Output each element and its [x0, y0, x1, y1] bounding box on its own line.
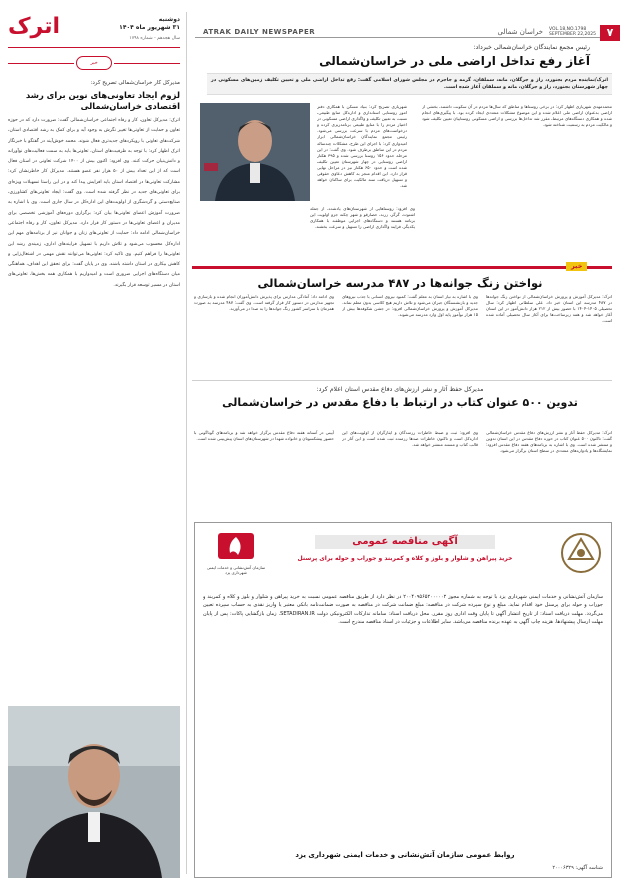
article3-body-right: اترک: مدیرکل حفظ آثار و نشر ارزش‌های دفاع مقدس خراسان‌شمالی گفت: تاکنون ۵۰۰ عنوان کتاب در حوزه دفاع مقدس در این استان تدوین و منتشر شده است. وی با اشاره به برنامه‌های هفته دفاع مقدس افزود: نمایشگاه‌ها و یادواره‌های متعددی در سطح استان برگزار می‌شود.	[486, 430, 612, 454]
section-name: خراسان شمالی	[497, 28, 544, 36]
ad-org-left: سازمان آتش‌نشانی و خدمات ایمنی شهرداری یزد	[206, 565, 266, 575]
ad-title: آگهی مناقصه عمومی	[315, 535, 495, 549]
ad-body: سازمان آتش‌نشانی و خدمات ایمنی شهرداری یزد با توجه به شماره مجوز ۲۰۰۴۰۹۵۶۵۲۰۰۰۰۰۲ در نظر دارد از طریق مناقصه عمومی نسبت به خرید پیراهن و شلوار و بلوز و کلاه و کمربند و جوراب و حوله برای پرسنل خود اقدام نماید. مبلغ و نوع سپرده شرکت در مناقصه: مبلغ ضمانت شرکت در مناقصه به صورت ضمانت‌نامه بانکی معتبر یا واریز نقدی به حساب سپرده تعیین می‌گردد. مهلت دریافت اسناد: از تاریخ انتشار آگهی تا پایان وقت اداری روز مقرر. محل دریافت اسناد: سامانه تدارکات الکترونیکی دولت SETADIRAN.IR. زمان بازگشایی پاکات: پس از پایان مهلت ارسال پیشنهادها. هزینه چاپ آگهی به عهده برنده مناقصه می‌باشد. سایر اطلاعات و جزئیات در اسناد مناقصه مندرج است.	[203, 594, 603, 625]
fire-department-logo-icon	[216, 531, 256, 561]
column-divider	[186, 12, 187, 874]
leftcol-headline: لزوم ایجاد تعاونی‌های نوین برای رشد اقتصادی خراسان‌شمالی	[25, 90, 180, 111]
leftcol-kicker: مدیرکل کار خراسان‌شمالی تصریح کرد:	[90, 80, 180, 86]
leftcol-badge: خبر	[76, 56, 112, 70]
article2-headline: نواختن زنگ جوانه‌ها در ۴۸۷ مدرسه خراسان‌شمالی	[257, 276, 543, 290]
article1-lead	[207, 73, 612, 95]
article3-body-left: آیینی در آستانه هفته دفاع مقدس برگزار خواهد شد و برنامه‌های گوناگونی با حضور پیشکسوتان و خانواده شهدا در شهرستان‌های استان پیش‌بینی شده است.	[194, 430, 334, 442]
section-bar	[192, 266, 612, 269]
date-line: دوشنبه ۳۱ شهریور ماه ۱۴۰۴	[119, 16, 180, 31]
leftcol-rule-2	[114, 63, 180, 64]
article2-body-right: اترک: مدیرکل آموزش و پرورش خراسان‌شمالی از نواختن زنگ جوانه‌ها در ۴۸۷ مدرسه این استان خبر داد. علی سلطانی اظهار کرد: سال تحصیلی ۱۴۰۵-۱۴۰۴ با حضور بیش از ۲۱۲ هزار دانش‌آموز در این استان آغاز خواهد شد و همه زیرساخت‌ها برای آغاز سال تحصیلی آماده شده است.	[486, 294, 612, 324]
issue-line: سال هجدهم - شماره ۱۷۹۸	[129, 36, 180, 41]
leftcol-body: اترک: مدیرکل تعاون، کار و رفاه اجتماعی خراسان‌شمالی گفت: ضرورت دارد که در حوزه تعاون و حمایت از تعاونی‌ها تغییر نگرش به وجود آید و برای کمک به رشد اقتصادی استان، شرکت‌های تعاونی با رویکردهای جدیدتری فعال شوند. محمد خوش‌آیند در گفتگو با خبرنگار اترک اظهار کرد: با توجه به ظرفیت‌های استان، تعاونی‌ها باید به سمت فعالیت‌های نوآورانه و دانش‌بنیان حرکت کنند. وی افزود: اکنون بیش از ۱۴۰۰ شرکت تعاونی در استان فعال است که از این تعداد بیش از ۵۰ هزار نفر عضو هستند. مدیرکل کار خاطرنشان کرد: مشارکت تعاونی‌ها در اقتصاد استان باید افزایش پیدا کند و در این راستا تسهیلات ویژه‌ای برای تعاونی‌های جدید در نظر گرفته شده است. وی گفت: ایجاد تعاونی‌های کشاورزی، صنایع‌دستی و گردشگری از اولویت‌های این اداره‌کل در سال جاری است. وی با اشاره به ضرورت آموزش اعضای تعاونی‌ها بیان کرد: برگزاری دوره‌های آموزشی تخصصی برای مدیران و اعضای تعاونی‌ها در دستور کار قرار دارد. مدیرکل تعاون، کار و رفاه اجتماعی خراسان‌شمالی ادامه داد: حمایت از تعاونی‌های زنان و جوانان نیز از برنامه‌های مهم این اداره‌کل محسوب می‌شود و تلاش داریم با تسهیل فرایندهای اداری، زمینه‌ی رشد این تعاونی‌ها را فراهم کنیم. وی تاکید کرد: تعاونی‌ها می‌توانند نقش مهمی در اشتغال‌زایی و کاهش بیکاری در استان داشته باشند. وی در پایان گفت: برای تحقق این اهداف، هماهنگی میان دستگاه‌های اجرایی ضروری است و امیدواریم با همکاری همه بخش‌ها، تعاونی‌های استان در مسیر توسعه قرار بگیرند.	[8, 118, 180, 288]
header-bar	[195, 27, 600, 38]
volume-info: VOL.18,NO.1798 SEPTEMBER 22,2025	[549, 27, 596, 37]
paper-name-en: ATRAK DAILY NEWSPAPER	[203, 28, 316, 36]
official-photo-icon	[8, 706, 180, 878]
article1-body-right: محمدمهدی شهریاری اظهار کرد: در برخی روستاها و مناطق که سال‌ها مردم در آن سکونت داشتند، بخشی از اراضی به‌عنوان اراضی ملی اعلام شده و این موضوع مشکلات متعددی ایجاد کرده بود. با پیگیری‌های انجام شده و همکاری دستگاه‌های مرتبط، مقرر شد تداخل‌ها بررسی و اراضی مسکونی روستاییان تعیین تکلیف شود و مالکیت مردم به رسمیت شناخته شود.	[422, 104, 612, 128]
article1-body-left: شهریاری تصریح کرد: بنیاد مسکن با همکاری دفتر امور روستایی استانداری و اداره‌کل منابع طبیعی، نسبت به تعیین تکلیف و واگذاری اراضی مسکونی در اختیار مردم را با منابع طبیعی برنامه‌ریزی کرده و درخواست‌های مردم با سرعت بررسی می‌شود. رئیس مجمع نمایندگان خراسان‌شمالی ابراز امیدواری کرد: با اجرای این طرح، مشکلات چندساله مردم در این مناطق برطرف شود. وی گفت: در این مرحله حدود ۱۵۶ روستا بررسی شده و ۳۹۵ هکتار اراضی روستایی در چهار شهرستان تعیین تکلیف شده است و حدود ۶۵۰ هکتار نیز در مراحل نهایی قرار دارد. این اقدام منجر به کاهش دعاوی حقوقی و تسهیل دریافت سند مالکیت برای ساکنان خواهد شد.	[317, 104, 407, 189]
leftcol-photo	[8, 706, 180, 878]
leftcol-rule	[8, 63, 74, 64]
yazd-municipality-logo-icon	[559, 531, 603, 575]
ad-shenase: شناسه آگهی: ۲۰۰۰۶۳۲۹	[552, 865, 603, 871]
logo: اترک	[8, 14, 61, 39]
article1-kicker: رئیس مجمع نمایندگان خراسان‌شمالی خبرداد:	[473, 44, 590, 51]
masthead	[8, 12, 180, 48]
article1-photo	[200, 103, 310, 201]
ad-logo-left	[201, 531, 271, 587]
page-number: ۷	[600, 25, 620, 41]
article2-body-mid: وی با اشاره به نیاز استان به معلم گفت: کمبود نیروی انسانی با جذب نیروهای جدید و بازنشستگان جبران می‌شود و تلاش داریم هیچ کلاسی بدون معلم نماند. مدیرکل آموزش و پرورش خراسان‌شمالی افزود: در جشن شکوفه‌ها بیش از ۱۵ هزار نوآموز پایه اول وارد مدرسه می‌شوند.	[342, 294, 478, 318]
person-photo-icon	[200, 103, 310, 201]
ad-logo-right	[559, 531, 603, 575]
article1-headline: آغاز رفع تداخل اراضی ملی در خراسان‌شمالی	[319, 54, 590, 68]
article2-body-left: وی ادامه داد: آمادگی مدارس برای پذیرش دانش‌آموزان انجام شده و بازسازی و تجهیز مدارس در دستور کار قرار گرفته است. وی گفت: ۴۸۷ مدرسه به صورت همزمان با سراسر کشور زنگ جوانه‌ها را به صدا در می‌آورند.	[194, 294, 334, 312]
tender-ad	[194, 522, 612, 878]
article1-lead-text: اترک/نماینده مردم بجنورد، راز و جرگلان، مانه، سملقان، گرمه و جاجرم در مجلس شورای اسلامی گفت: رفع تداخل اراضی ملی و تعیین تکلیف زمین‌های مسکونی در چهار شهرستان بجنورد، راز و جرگلان، مانه و سملقان آغاز شده است.	[211, 78, 608, 90]
article1-body-mid: وی افزود: روستاهایی از شهرستان‌های یادشده، از جمله اشتوت، گرگر، زرند، حصارقو و شهر چکنه جزو اولویت این برنامه هستند و دستگاه‌های اجرایی موظفند با همکاری یکدیگر، فرایند واگذاری اراضی را تسهیل و سرعت بخشند.	[310, 206, 415, 230]
ad-footer: روابط عمومی سازمان آتش‌نشانی و خدمات ایمنی شهرداری یزد	[295, 851, 515, 859]
article3-body-mid: وی افزود: ثبت و ضبط خاطرات رزمندگان و ایثارگران از اولویت‌های این اداره‌کل است و تاکنون خاطرات صدها رزمنده ثبت شده است و این آثار در قالب کتاب و مستند منتشر خواهد شد.	[342, 430, 478, 448]
khabar-tag: خبر	[566, 262, 587, 271]
ad-subtitle: خرید پیراهن و شلوار و بلوز و کلاه و کمربند و جوراب و حوله برای پرسنل	[297, 555, 513, 562]
article-divider	[192, 380, 612, 381]
article3-headline: تدوین ۵۰۰ عنوان کتاب در ارتباط با دفاع مقدس در خراسان‌شمالی	[222, 396, 578, 409]
article3-kicker: مدیرکل حفظ آثار و نشر ارزش‌های دفاع مقدس استان اعلام کرد:	[316, 386, 484, 393]
